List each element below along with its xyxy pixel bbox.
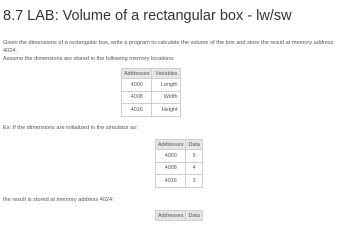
table-header-row	[156, 211, 203, 221]
address-cell: 4016	[156, 175, 186, 188]
table-row	[122, 104, 181, 117]
variable-cell: Length	[152, 79, 181, 92]
table-header-row	[156, 140, 203, 150]
column-header-variables: Variables	[152, 69, 181, 79]
table-row	[156, 150, 203, 163]
initial-data-table	[155, 139, 203, 188]
table-row	[156, 175, 203, 188]
table-row	[122, 91, 181, 104]
data-cell: 3	[186, 175, 202, 188]
variable-cell: Width	[152, 91, 181, 104]
page-title: 8.7 LAB: Volume of a rectangular box - lw/sw	[3, 8, 292, 24]
variable-cell: Height	[152, 104, 181, 117]
column-header-data: Data	[186, 140, 202, 150]
address-cell: 4016	[122, 104, 152, 117]
result-table	[155, 210, 203, 221]
intro-line-1: Given the dimensions of a rectangular box, write a program to calculate the volume of the box and store the result at memory address	[3, 40, 334, 46]
example-text: Ex: If the dimensions are initialized in the simulator as:	[3, 125, 138, 131]
data-cell: 4	[186, 162, 202, 175]
result-text: the result is stored at memory address 4024:	[3, 197, 114, 203]
intro-paragraph	[3, 40, 334, 55]
column-header-addresses: Addresses	[156, 140, 186, 150]
column-header-addresses: Addresses	[156, 211, 186, 221]
address-cell: 4008	[122, 91, 152, 104]
intro-line-2: 4024.	[3, 47, 17, 54]
column-header-data: Data	[186, 211, 202, 221]
table-row	[156, 162, 203, 175]
assumption-text: Assume the dimensions are stored in the following memory locations:	[3, 56, 175, 62]
table-header-row	[122, 69, 181, 79]
table-row	[122, 79, 181, 92]
address-cell: 4000	[122, 79, 152, 92]
memory-variables-table	[121, 68, 181, 117]
address-cell: 4008	[156, 162, 186, 175]
data-cell: 5	[186, 150, 202, 163]
column-header-addresses: Addresses	[122, 69, 152, 79]
address-cell: 4000	[156, 150, 186, 163]
